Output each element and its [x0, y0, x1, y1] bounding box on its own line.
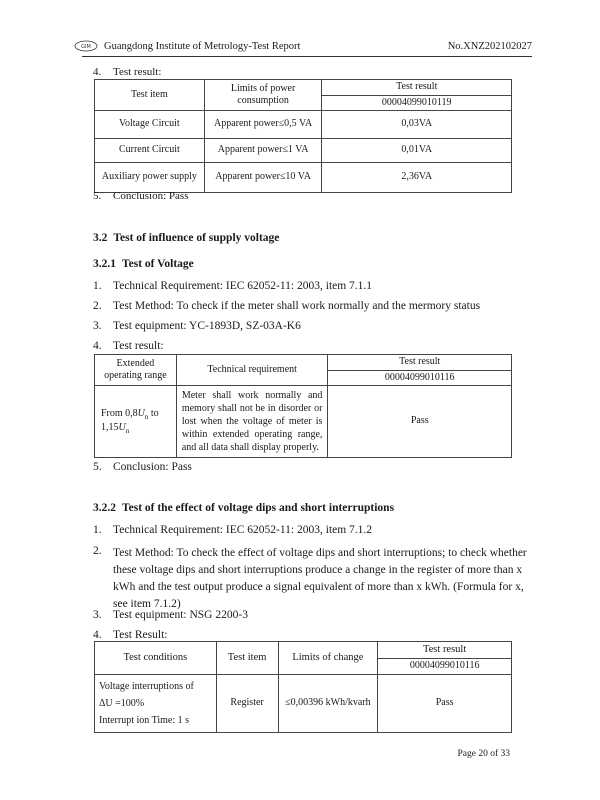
page-header [82, 38, 532, 57]
list-item: 3. Test equipment: YC-1893D, SZ-03A-K6 [93, 320, 301, 332]
list-item: 4. Test Result: [93, 629, 168, 641]
sample-id: 00004099010119 [322, 95, 512, 111]
col-header-limits: Limits of change [278, 642, 378, 675]
list-item: 2. Test Method: To check if the meter shall work normally and the mermory status [93, 300, 481, 312]
voltage-dips-table [94, 641, 512, 733]
page-number: Page 20 of 33 [457, 749, 510, 759]
table-row [95, 386, 512, 458]
list-item: 1. Technical Requirement: IEC 62052-11: 2003, item 7.1.1 [93, 280, 373, 292]
col-header-range: Extended operating range [95, 355, 177, 386]
list-item-num: 2. [93, 545, 102, 557]
col-header-test-item: Test item [216, 642, 278, 675]
col-header-requirement: Technical requirement [176, 355, 328, 386]
col-header-limits: Limits of power consumption [204, 80, 322, 111]
institute-name: Guangdong Institute of Metrology-Test Report [104, 41, 301, 52]
sample-id: 00004099010116 [328, 370, 512, 386]
report-number: No.XNZ202102027 [447, 41, 532, 52]
table-row [95, 674, 512, 732]
table-row: Auxiliary power supply Apparent power≤10 VA 2,36VA [95, 163, 512, 193]
range-cell: From $0,8U_n$ to $1,15U_n$ [95, 386, 177, 458]
col-header-test-result: Test result [328, 355, 512, 371]
requirement-cell: Meter shall work normally and memory shall not be in disorder or lost when the voltage of meter is within extended operating range, and all data shall display properly. [176, 386, 328, 458]
sample-id: 00004099010116 [378, 659, 512, 675]
power-consumption-table [94, 79, 512, 193]
subsection-heading: 3.2.2 Test of the effect of voltage dips and short interruptions [93, 502, 395, 514]
list-item: 4. Test result: [93, 340, 164, 352]
col-header-conditions: Test conditions [95, 642, 217, 675]
voltage-test-table [94, 354, 512, 458]
table-row: Current Circuit Apparent power≤1 VA 0,01VA [95, 139, 512, 163]
col-header-test-result: Test result [322, 80, 512, 96]
conditions-cell: Voltage interruptions of ΔU =100% Interrupt ion Time: 1 s [95, 674, 217, 732]
table-row: Voltage Circuit Apparent power≤0,5 VA 0,03VA [95, 111, 512, 139]
list-item: 5. Conclusion: Pass [93, 190, 189, 202]
subsection-heading: 3.2.1 Test of Voltage [93, 258, 194, 270]
result-cell: Pass [378, 674, 512, 732]
list-item: 4. Test result: [93, 66, 162, 78]
test-method-paragraph: Test Method: To check the effect of voltage dips and short interruptions; to check whether these voltage dips and short interruptions produce a change in the register of more than x kWh and the test output produce a signal equivalent of more than x kWh. (Formula for x, see item 7.1.2) [113, 547, 527, 610]
test-item-cell: Register [216, 674, 278, 732]
list-item: 5. Conclusion: Pass [93, 461, 192, 473]
col-header-test-item: Test item [95, 80, 205, 111]
result-cell: Pass [328, 386, 512, 458]
list-item: 3. Test equipment: NSG 2200-3 [93, 609, 248, 621]
svg-text:GIM: GIM [81, 44, 91, 50]
list-item: 1. Technical Requirement: IEC 62052-11: 2003, item 7.1.2 [93, 524, 373, 536]
col-header-test-result: Test result [378, 642, 512, 659]
limit-cell: ≤0,00396 kWh/kvarh [278, 674, 378, 732]
institute-logo-icon [74, 40, 98, 52]
section-heading: 3.2 Test of influence of supply voltage [93, 232, 280, 244]
